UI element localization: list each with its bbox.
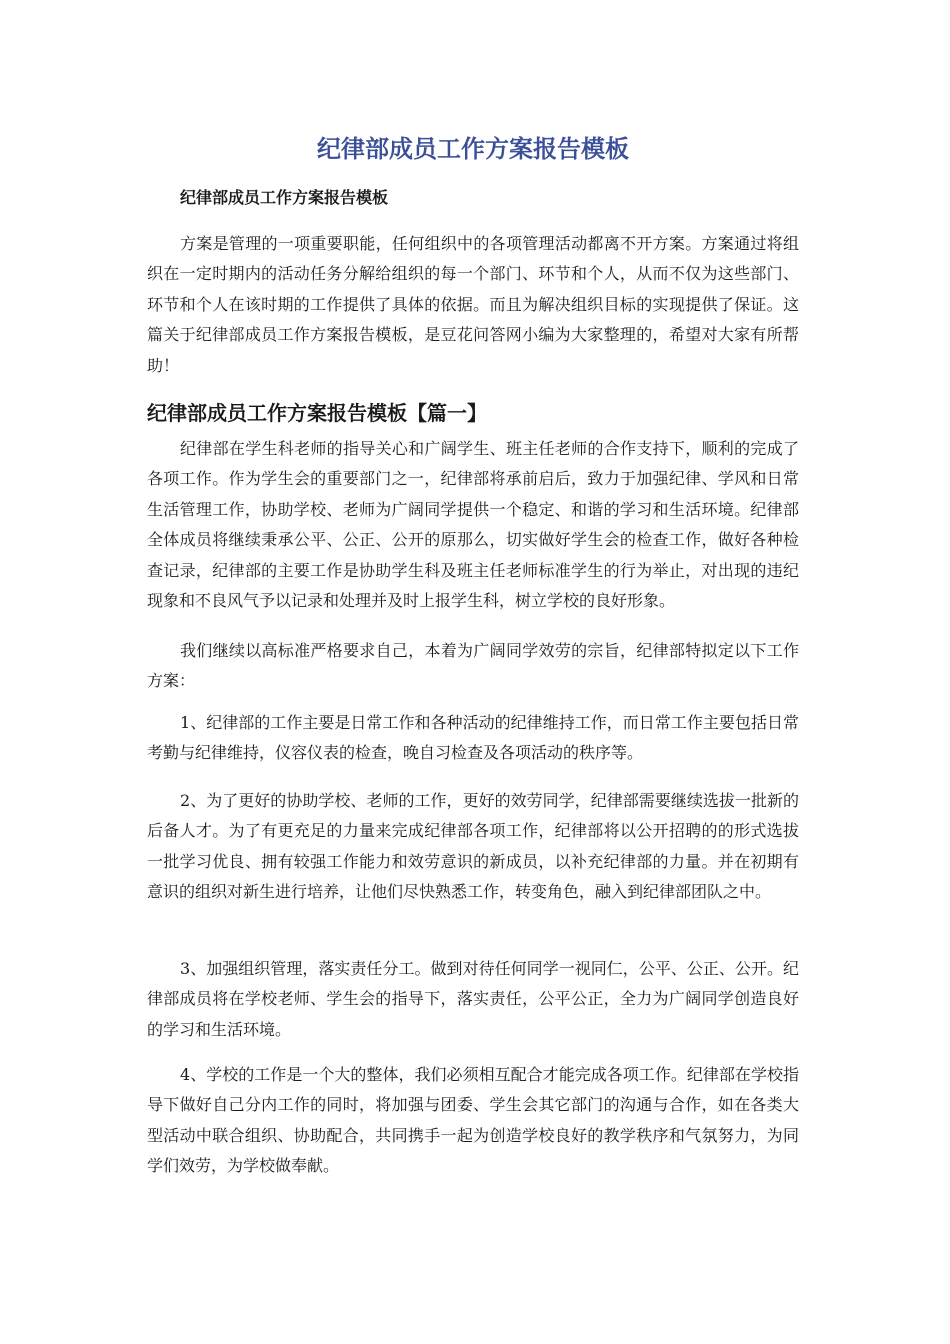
body-paragraph-3: 1、纪律部的工作主要是日常工作和各种活动的纪律维持工作，而日常工作主要包括日常考勤与纪律维持，仪容仪表的检查，晚自习检查及各项活动的秩序等。 <box>147 713 799 763</box>
body-paragraph-5: 3、加强组织管理，落实责任分工。做到对待任何同学一视同仁，公平、公正、公开。纪律部成员将在学校老师、学生会的指导下，落实责任，公平公正，全力为广阔同学创造良好的学习和生活环境。 <box>147 959 799 1039</box>
document-title: 纪律部成员工作方案报告模板 <box>317 135 629 163</box>
body-paragraph-4: 2、为了更好的协助学校、老师的工作，更好的效劳同学，纪律部需要继续选拔一批新的后备人才。为了有更充足的力量来完成纪律部各项工作，纪律部将以公开招聘的的形式选拔一批学习优良、拥有较强工作能力和效劳意识的新成员，以补充纪律部的力量。并在初期有意识的组织对新生进行培养，让他们尽快熟悉工作，转变角色，融入到纪律部团队之中。 <box>147 791 799 902</box>
body-paragraph-1: 纪律部在学生科老师的指导关心和广阔学生、班主任老师的合作支持下，顺利的完成了各项工作。作为学生会的重要部门之一，纪律部将承前启后，致力于加强纪律、学风和日常生活管理工作，协助学校、老师为广阔同学提供一个稳定、和谐的学习和生活环境。纪律部全体成员将继续秉承公平、公正、公开的原那么，切实做好学生会的检查工作，做好各种检查记录，纪律部的主要工作是协助学生科及班主任老师标准学生的行为举止，对出现的违纪现象和不良风气予以记录和处理并及时上报学生科，树立学校的良好形象。 <box>147 439 799 611</box>
body-paragraph-2: 我们继续以高标准严格要求自己，本着为广阔同学效劳的宗旨，纪律部特拟定以下工作方案： <box>147 641 799 691</box>
document-subtitle: 纪律部成员工作方案报告模板 <box>180 188 389 207</box>
intro-paragraph: 方案是管理的一项重要职能，任何组织中的各项管理活动都离不开方案。方案通过将组织在一定时期内的活动任务分解给组织的每一个部门、环节和个人，从而不仅为这些部门、环节和个人在该时期的工作提供了具体的依据。而且为解决组织目标的实现提供了保证。这篇关于纪律部成员工作方案报告模板，是豆花问答网小编为大家整理的，希望对大家有所帮助！ <box>147 234 799 375</box>
body-paragraph-6: 4、学校的工作是一个大的整体，我们必须相互配合才能完成各项工作。纪律部在学校指导下做好自己分内工作的同时，将加强与团委、学生会其它部门的沟通与合作，如在各类大型活动中联合组织、协助配合，共同携手一起为创造学校良好的教学秩序和气氛努力，为同学们效劳，为学校做奉献。 <box>147 1065 799 1176</box>
section-heading: 纪律部成员工作方案报告模板【篇一】 <box>147 401 487 425</box>
